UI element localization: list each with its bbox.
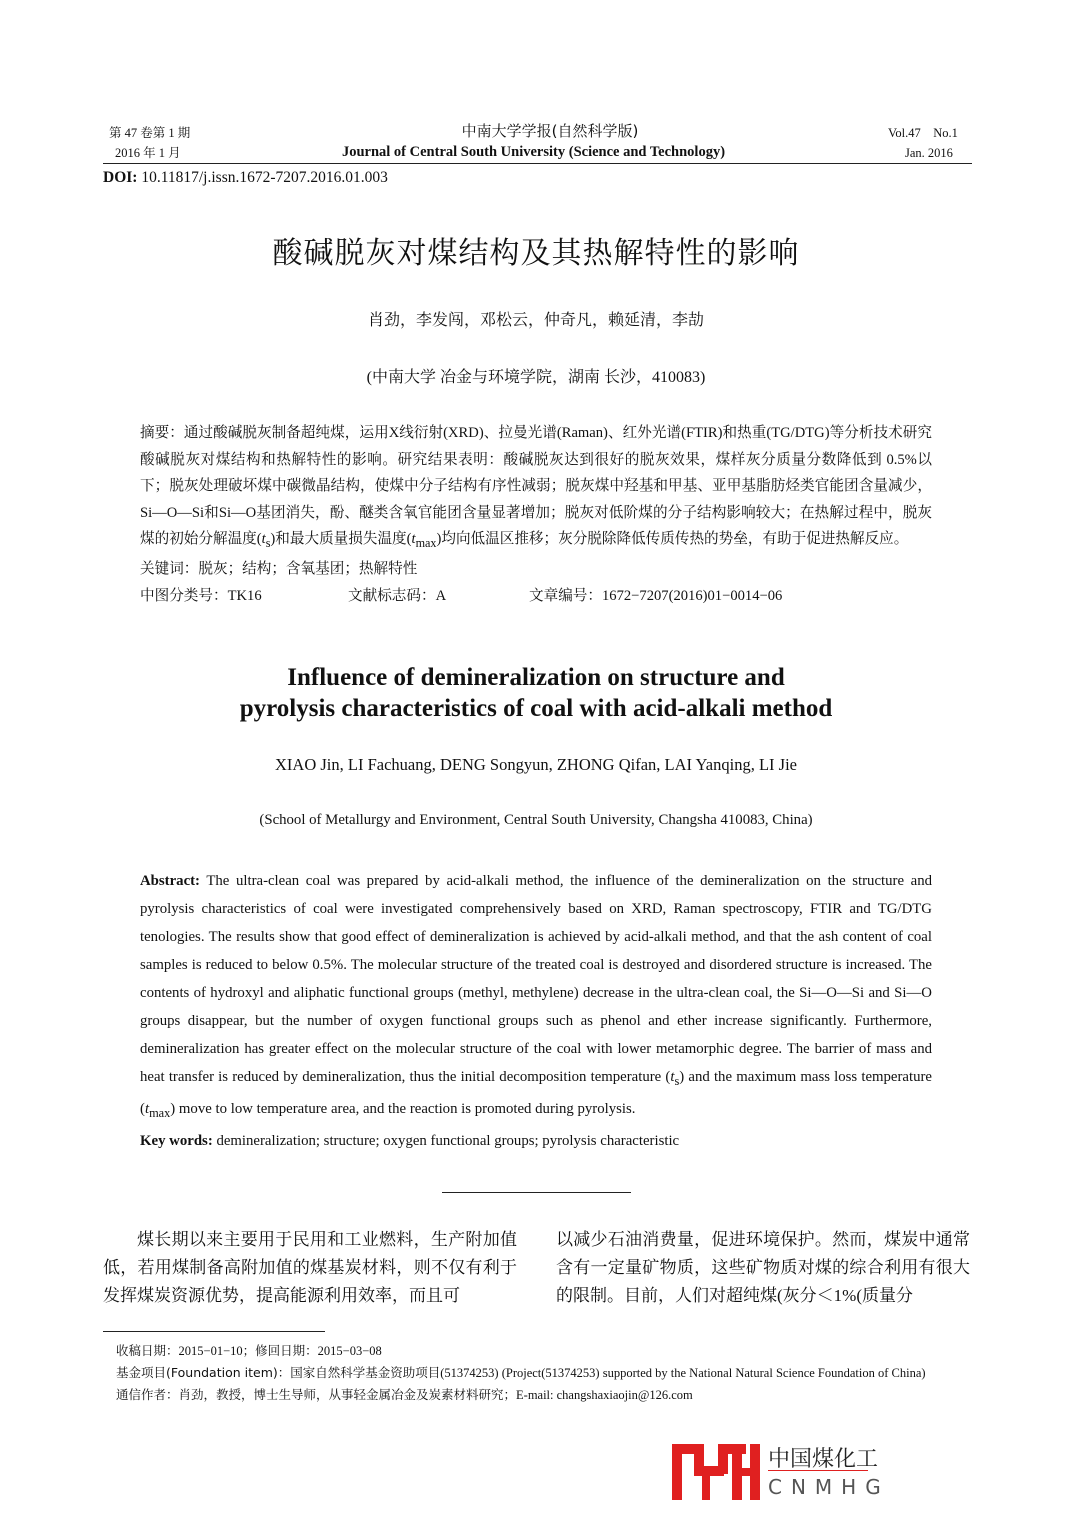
journal-title-cn: 中南大学学报(自然科学版)	[461, 122, 639, 140]
doc-code: 文献标志码：A	[348, 586, 447, 604]
watermark-rule	[768, 1470, 868, 1471]
header-rule	[103, 163, 972, 164]
footnotes	[116, 1340, 972, 1406]
body-column-right: 以减少石油消费量，促进环境保护。然而，煤炭中通常含有一定量矿物质，这些矿物质对煤的综合利用有很大的限制。目前，人们对超纯煤(灰分＜1%(质量分	[556, 1230, 970, 1305]
title-en: Influence of demineralization on structure and pyrolysis characteristics of coal with acid-alkali method	[239, 664, 833, 722]
section-divider	[442, 1192, 631, 1193]
watermark-en-text: CNMHG	[768, 1475, 890, 1499]
title-cn: 酸碱脱灰对煤结构及其热解特性的影响	[272, 236, 800, 271]
date-cn: 2016 年 1 月	[115, 146, 181, 160]
authors-en: XIAO Jin, LI Fachuang, DENG Songyun, ZHONG Qifan, LAI Yanqing, LI Jie	[275, 755, 797, 774]
abstract-cn: 摘要：通过酸碱脱灰制备超纯煤，运用X线衍射(XRD)、拉曼光谱(Raman)、红外光谱(FTIR)和热重(TG/DTG)等分析技术研究酸碱脱灰对煤结构和热解特性的影响。研究结果表明：酸碱脱灰达到很好的脱灰效果，煤样灰分质量分数降低到 0.5%以下；脱灰处理破坏煤中碳微晶结构，使煤中分子结构有序性减弱；脱灰煤中羟基和甲基、亚甲基脂肪烃类官能团含量减少，Si—O—Si和Si—O基团消失，酚、醚类含氧官能团含量显著增加；脱灰对低阶煤的分子结构影响较大；在热解过程中，脱灰煤的初始分解温度$(t_s)$和最大质量损失温度$(t_{max})$均向低温区推移；灰分脱除降低传质传热的势垒，有助于促进热解反应。	[140, 424, 932, 550]
en-front-matter	[140, 867, 932, 1155]
affiliation-cn: (中南大学 冶金与环境学院，湖南 长沙，410083)	[366, 369, 706, 386]
classification-meta	[140, 583, 932, 610]
watermark-cn-text: 中国煤化工	[768, 1447, 879, 1472]
footnote-foundation: 基金项目(Foundation item)：国家自然科学基金资助项目(51374253) (Project(51374253) supported by the National Natural Science Foundation of China)	[116, 1365, 926, 1380]
authors-cn: 肖劲，李发闯，邓松云，仲奇凡，赖延清，李劼	[367, 310, 704, 329]
footnote-rule	[103, 1331, 325, 1332]
body-column-left: 煤长期以来主要用于民用和工业燃料，生产附加值低，若用煤制备高附加值的煤基炭材料，则不仅有利于发挥煤炭资源优势，提高能源利用效率，而且可	[103, 1230, 517, 1305]
keywords-en: Key words: demineralization; structure; oxygen functional groups; pyrolysis characteristic	[140, 1132, 680, 1149]
article-no: 文章编号：1672−7207(2016)01−0014−06	[529, 586, 783, 604]
footnote-dates: 收稿日期：2015−01−10；修回日期：2015−03−08	[116, 1343, 382, 1358]
cnmhg-logo-icon	[672, 1442, 764, 1502]
journal-title-en: Journal of Central South University (Science and Technology)	[341, 144, 726, 160]
watermark-logo	[672, 1442, 972, 1502]
volume-issue-cn: 第 47 卷第 1 期	[109, 126, 191, 140]
abstract-en: Abstract: The ultra-clean coal was prepared by acid-alkali method, the influence of the demineralization on the structure and pyrolysis characteristics of coal were investigated comprehensively based on XRD, Raman spectroscopy, FTIR and TG/DTG tenologies. The results show that good effect of demineralization is achieved by acid-alkali method, and that the ash content of coal samples is reduced to below 0.5%. The molecular structure of the treated coal is destroyed and disordered structure is increased. The contents of hydroxyl and aliphatic functional groups (methyl, methylene) decrease in the ultra-clean coal, the Si—O—Si and Si—O groups disappear, but the number of oxygen functional groups such as phenol and ether increase significantly. Furthermore, demineralization has greater effect on the molecular structure of the coal with lower metamorphic degree. The barrier of mass and heat transfer is reduced by demineralization, thus the initial decomposition temperature $(t_s)$ and the maximum mass loss temperature $(t_{max})$ move to low temperature area, and the reaction is promoted during pyrolysis.	[140, 873, 933, 1120]
volume-issue-en: Vol.47 No.1	[888, 126, 958, 140]
doi: DOI: 10.11817/j.issn.1672-7207.2016.01.003	[103, 169, 388, 186]
keywords-cn: 关键词：脱灰；结构；含氧基团；热解特性	[140, 560, 418, 578]
date-en: Jan. 2016	[905, 146, 953, 160]
cn-front-matter	[140, 420, 932, 609]
footnote-corresponding: 通信作者：肖劲，教授，博士生导师，从事轻金属冶金及炭素材料研究；E-mail: changshaxiaojin@126.com	[116, 1387, 693, 1402]
clc: 中图分类号：TK16	[140, 586, 262, 604]
affiliation-en: (School of Metallurgy and Environment, Central South University, Changsha 410083, China)	[259, 812, 813, 828]
